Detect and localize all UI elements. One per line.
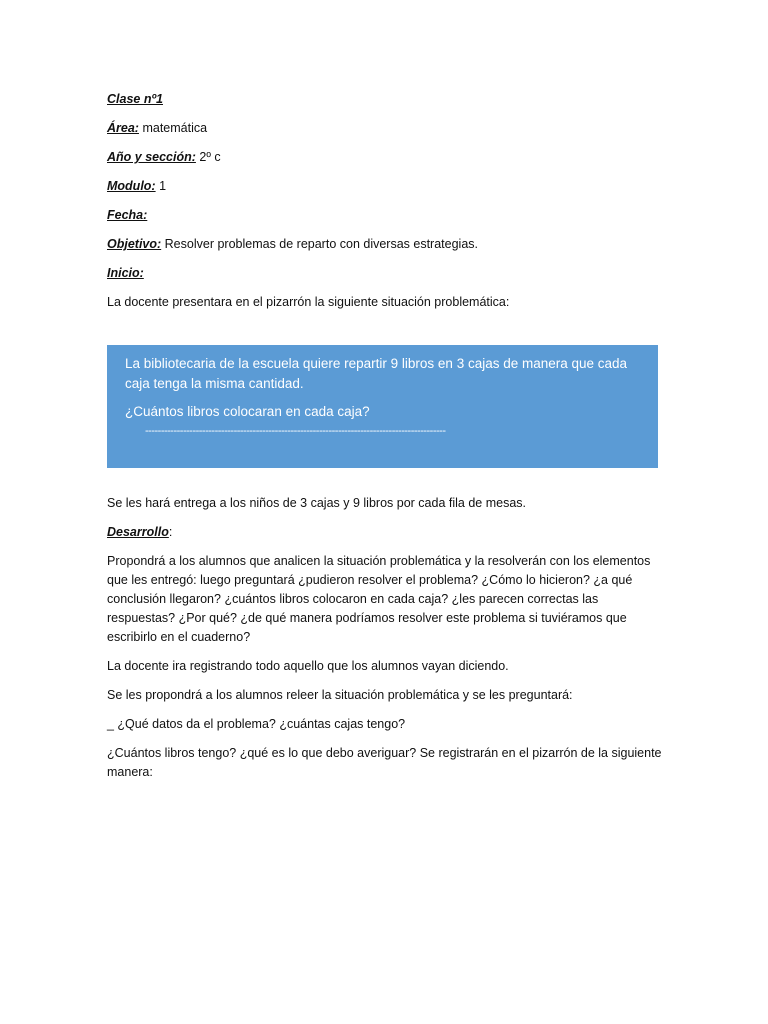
paragraph-releer: Se les propondrá a los alumnos releer la situación problemática y se les preguntará: [107,688,573,702]
desarrollo-label: Desarrollo [107,525,169,539]
entrega-text: Se les hará entrega a los niños de 3 cajas y 9 libros por cada fila de mesas. [107,496,526,510]
objetivo-label: Objetivo: [107,237,162,251]
answer-dashed-line: ----------------------------------------------------------------------------------------------- [145,425,446,437]
area-label: Área: [107,121,139,135]
desarrollo-colon: : [168,525,173,539]
paragraph-libros: ¿Cuántos libros tengo? ¿qué es lo que debo averiguar? Se registrarán en el pizarrón de la siguiente manera: [107,746,662,779]
inicio-label: Inicio: [107,266,144,280]
document-body [107,494,662,792]
desarrollo-heading [107,523,662,542]
modulo-label: Modulo: [107,179,156,193]
anio-value: 2º c [199,150,221,164]
inicio-line [107,264,662,283]
problem-question: ¿Cuántos libros colocaran en cada caja? [125,404,370,419]
problem-callout-box [107,345,658,468]
clase-line [107,90,662,109]
fecha-label: Fecha: [107,208,148,222]
paragraph-datos: _ ¿Qué datos da el problema? ¿cuántas cajas tengo? [107,717,406,731]
paragraph-registro: La docente ira registrando todo aquello que los alumnos vayan diciendo. [107,659,509,673]
area-value: matemática [142,121,208,135]
intro-text: La docente presentara en el pizarrón la siguiente situación problemática: [107,295,510,309]
modulo-line [107,177,662,196]
clase-label: Clase nº1 [107,92,163,106]
area-line [107,119,662,138]
problem-statement: La bibliotecaria de la escuela quiere repartir 9 libros en 3 cajas de manera que cada caja tenga la misma cantidad. [125,356,628,391]
anio-label: Año y sección: [107,150,196,164]
anio-line [107,148,662,167]
document-header [107,90,662,312]
objetivo-value: Resolver problemas de reparto con diversas estrategias. [164,237,479,251]
objetivo-line [107,235,662,254]
paragraph-questions: Propondrá a los alumnos que analicen la situación problemática y la resolverán con los elementos que les entregó: luego preguntará ¿pudieron resolver el problema? ¿Cómo lo hicieron? ¿a qué conclusión llegaron? ¿cuántos libros colocaron en cada caja? ¿les parecen correctas las respuestas? ¿Por qué? ¿de qué manera podríamos resolver este problema si tuviéramos que escribirlo en el cuaderno? [107,554,651,644]
fecha-line [107,206,662,225]
modulo-value: 1 [159,179,167,193]
